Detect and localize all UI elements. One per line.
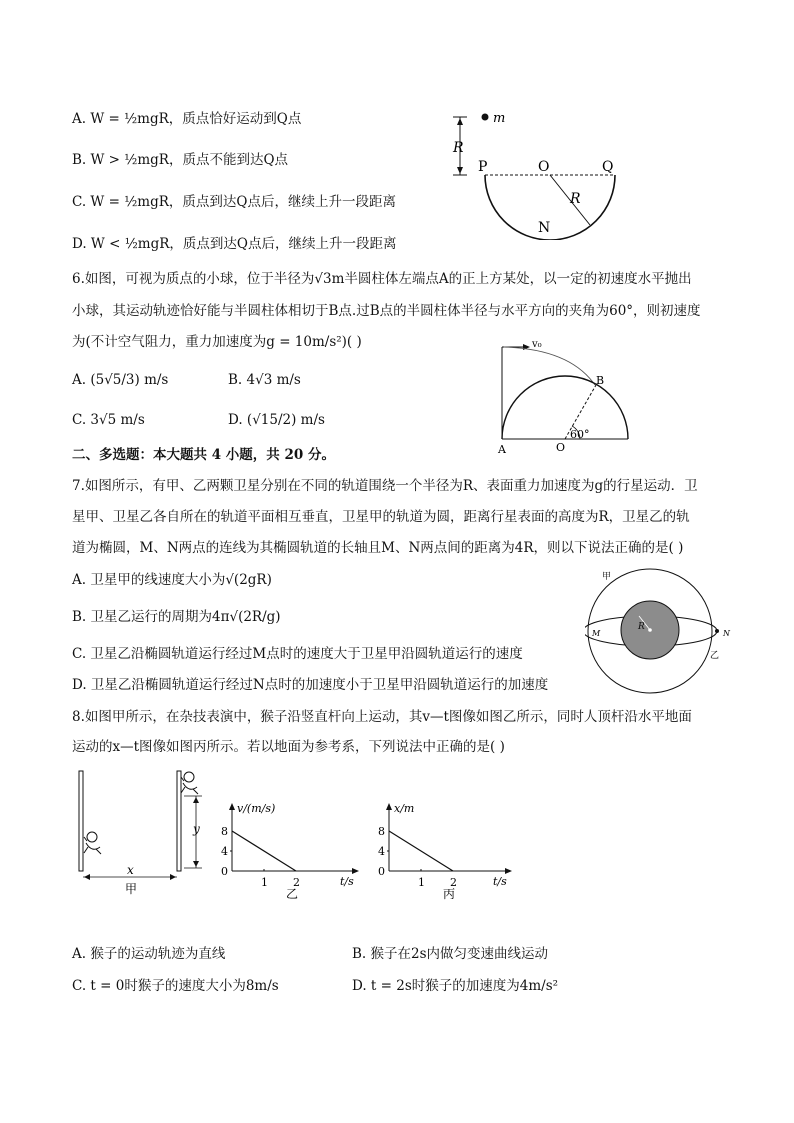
q7-label-yi: 乙	[710, 651, 720, 661]
q8-stem-2: 运动的x—t图像如图丙所示。若以地面为参考系，下列说法中正确的是( )	[72, 739, 505, 755]
q7-label-jia: 甲	[602, 572, 612, 582]
projectile-path	[504, 347, 595, 385]
q8-jia-x: x	[127, 863, 134, 877]
yi-ytick-0: 0	[221, 865, 228, 878]
q7-option-c[interactable]: C. 卫星乙沿椭圆轨道运行经过M点时的速度大于卫星甲沿圆轨道运行的速度	[72, 646, 523, 662]
yi-xlabel: t/s	[340, 875, 354, 888]
q6-point-o: O	[556, 441, 566, 454]
q6-point-b: B	[596, 374, 605, 387]
q8-option-a[interactable]: A. 猴子的运动轨迹为直线	[72, 946, 226, 962]
q7-point-n: N	[723, 629, 730, 638]
yi-ylabel: v/(m/s)	[237, 802, 276, 815]
yi-ytick-8: 8	[221, 825, 228, 838]
mass-dot	[482, 114, 489, 121]
q7-stem-2: 星甲、卫星乙各自所在的轨道平面相互垂直，卫星甲的轨道为圆，距离行星表面的高度为R，卫星乙的轨	[72, 509, 690, 525]
q8-option-d[interactable]: D. t = 2s时猴子的加速度为4m/s²	[352, 978, 559, 994]
q8-jia-caption: 甲	[125, 882, 138, 896]
q6-angle-label: 60°	[570, 428, 590, 441]
q8-option-b[interactable]: B. 猴子在2s内做匀变速曲线运动	[352, 946, 549, 962]
monkey-top	[181, 772, 198, 794]
bing-xtick-1: 1	[418, 876, 425, 889]
q8-jia-y: y	[193, 822, 200, 836]
q6-option-d[interactable]: D. (√15/2) m/s	[228, 412, 325, 428]
q6-option-b[interactable]: B. 4√3 m/s	[228, 372, 301, 388]
q7-option-b[interactable]: B. 卫星乙运行的周期为4π√(2R/g)	[72, 609, 281, 625]
bing-ytick-0: 0	[378, 865, 385, 878]
q5-option-d[interactable]: D. W < ½mgR，质点到达Q点后，继续上升一段距离	[72, 236, 397, 252]
q8-figure-yi	[212, 795, 367, 900]
yi-ytick-4: 4	[221, 845, 228, 858]
yi-caption: 乙	[286, 887, 299, 900]
q6-v0-label: v₀	[532, 339, 542, 350]
q7-point-m: M	[592, 629, 601, 638]
yi-line	[232, 831, 296, 871]
q5-figure	[440, 105, 630, 240]
q5-mass-label: m	[493, 111, 506, 126]
q7-stem-1: 7.如图所示，有甲、乙两颗卫星分别在不同的轨道围绕一个半径为R、表面重力加速度为g的行星运动．卫	[72, 478, 698, 494]
yi-xtick-2: 2	[293, 876, 300, 889]
monkey-bottom	[84, 832, 101, 854]
q7-stem-3: 道为椭圆，M、N两点的连线为其椭圆轨道的长轴且M、N两点间的距离为4R，则以下说法正确的是( )	[72, 540, 684, 556]
pole-left	[79, 771, 83, 871]
q5-point-o: O	[538, 159, 550, 175]
q5-point-q: Q	[602, 159, 614, 175]
q7-option-a[interactable]: A. 卫星甲的线速度大小为√(2gR)	[72, 572, 272, 588]
q6-stem-1: 6.如图，可视为质点的小球，位于半径为√3m半圆柱体左端点A的正上方某处，以一定的初速度水平抛出	[72, 271, 692, 287]
q5-height-label: R	[453, 140, 464, 156]
q5-option-b[interactable]: B. W > ½mgR，质点不能到达Q点	[72, 152, 289, 168]
q8-figure-bing	[365, 795, 520, 900]
q6-figure	[490, 335, 635, 460]
section2-title: 二、多选题：本大题共 4 小题，共 20 分。	[72, 447, 335, 463]
q8-option-c[interactable]: C. t = 0时猴子的速度大小为8m/s	[72, 978, 279, 994]
q6-option-a[interactable]: A. (5√5/3) m/s	[72, 372, 169, 388]
q8-stem-1: 8.如图甲所示，在杂技表演中，猴子沿竖直杆向上运动，其v—t图像如图乙所示，同时人顶杆沿水平地面	[72, 709, 692, 725]
bing-caption: 丙	[443, 887, 456, 900]
q5-radius-label: R	[570, 191, 581, 207]
q5-point-p: P	[478, 159, 488, 175]
bing-ylabel: x/m	[394, 802, 415, 815]
q8-figure-jia	[72, 765, 212, 900]
q7-radius-label: R	[638, 622, 645, 632]
bing-xlabel: t/s	[493, 875, 507, 888]
q5-point-n: N	[538, 220, 551, 236]
q6-point-a: A	[498, 443, 506, 456]
bing-ytick-8: 8	[378, 825, 385, 838]
q5-option-a[interactable]: A. W = ½mgR，质点恰好运动到Q点	[72, 111, 302, 127]
yi-xtick-1: 1	[261, 876, 268, 889]
q7-option-d[interactable]: D. 卫星乙沿椭圆轨道运行经过N点时的加速度小于卫星甲沿圆轨道运行的加速度	[72, 677, 549, 693]
q5-option-c[interactable]: C. W = ½mgR，质点到达Q点后，继续上升一段距离	[72, 194, 396, 210]
q6-stem-3: 为(不计空气阻力，重力加速度为g = 10m/s²)( )	[72, 334, 362, 350]
bing-line	[389, 831, 453, 871]
bing-xtick-2: 2	[450, 876, 457, 889]
half-cylinder	[502, 376, 628, 439]
q6-stem-2: 小球，其运动轨迹恰好能与半圆柱体相切于B点.过B点的半圆柱体半径与水平方向的夹角为60°，则初速度	[72, 303, 701, 319]
q7-figure	[585, 566, 735, 696]
bing-ytick-4: 4	[378, 845, 385, 858]
pole-right	[177, 771, 181, 871]
q6-option-c[interactable]: C. 3√5 m/s	[72, 412, 145, 428]
